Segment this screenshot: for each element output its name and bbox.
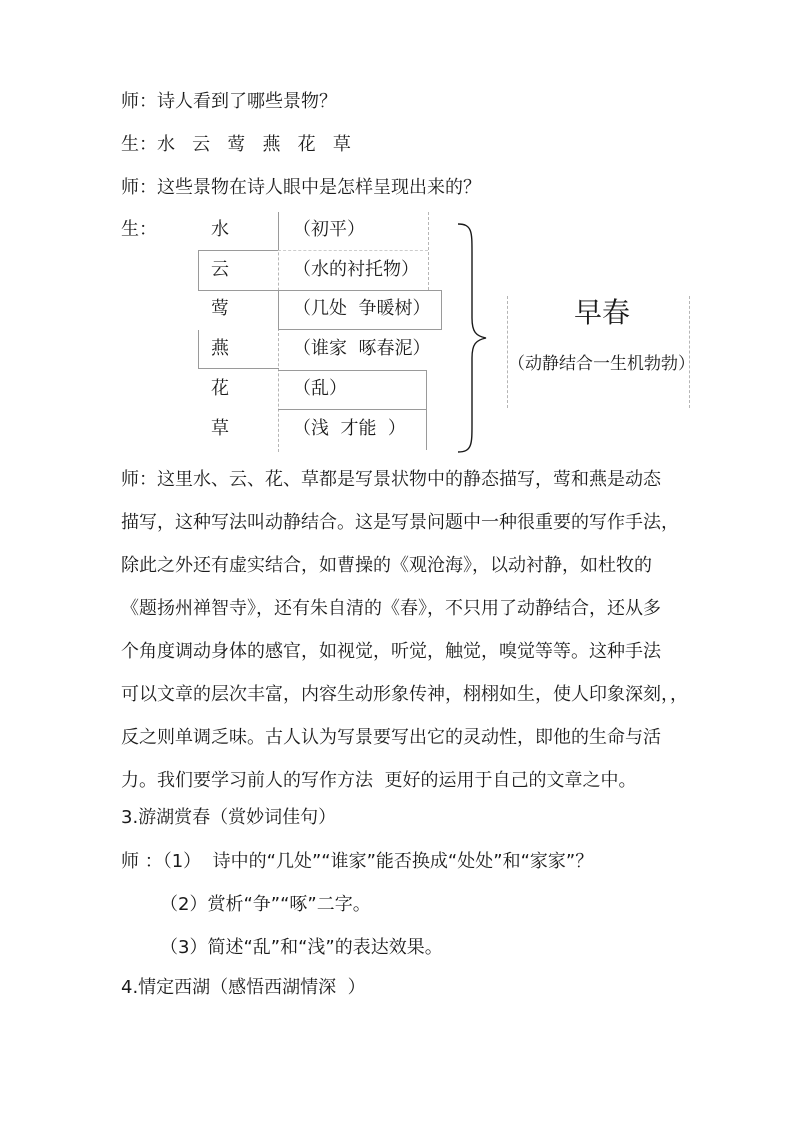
table-row-desc: （水的衬托物） — [293, 259, 419, 280]
paragraph-line: 力。我们要学习前人的写作方法 更好的运用于自己的文章之中。 — [121, 770, 637, 791]
paragraph-line: 除此之外还有虚实结合，如曹操的《观沧海》，以动衬静，如杜牧的 — [121, 555, 652, 576]
paragraph-line: 反之则单调乏味。古人认为写景要写出它的灵动性，即他的生命与活 — [121, 727, 661, 748]
section-3-heading: 3.游湖赏春（赏妙词佳句） — [121, 807, 337, 828]
table-row-item: 草 — [211, 418, 229, 439]
table-row-desc: （浅 才能 ） — [293, 418, 406, 439]
table-row-item: 花 — [211, 378, 229, 399]
summary-title: 早春 — [574, 296, 631, 329]
table-row-desc: （几处 争暖树） — [293, 298, 431, 319]
paragraph-line: 个角度调动身体的感官，如视觉，听觉，触觉，嗅觉等等。这种手法 — [121, 641, 661, 662]
section-4-heading: 4.情定西湖（感悟西湖情深 ） — [121, 977, 366, 998]
table-row-item: 云 — [211, 259, 229, 280]
teacher-question-1: 师：诗人看到了哪些景物？ — [121, 91, 337, 112]
section-3-question-2: （2）赏析“争”“啄”二字。 — [160, 894, 371, 915]
student-answer-1: 生：水 云 莺 燕 花 草 — [121, 134, 351, 155]
section-3-question-1: 师 ：（1） 诗中的“几处”“谁家”能否换成“处处”和“家家”？ — [121, 851, 594, 872]
student-answer-label: 生： — [121, 219, 157, 240]
paragraph-line: 《题扬州禅智寺》，还有朱自清的《春》，不只用了动静结合，还从多 — [121, 598, 661, 619]
summary-subtitle: （动静结合一生机勃勃） — [508, 354, 695, 374]
paragraph-line: 可以文章的层次丰富，内容生动形象传神，栩栩如生，使人印象深刻，， — [121, 684, 688, 705]
table-row-item: 水 — [211, 219, 229, 240]
teacher-question-2: 师：这些景物在诗人眼中是怎样呈现出来的？ — [121, 177, 481, 198]
table-row-desc: （谁家 啄春泥） — [293, 338, 431, 359]
table-row-item: 莺 — [211, 298, 229, 319]
section-3-question-3: （3）简述“乱”和“浅”的表达效果。 — [160, 937, 443, 958]
table-row-desc: （初平） — [293, 219, 365, 240]
paragraph-line: 描写，这种写法叫动静结合。这是写景问题中一种很重要的写作手法， — [121, 512, 679, 533]
table-row-desc: （乱） — [293, 378, 347, 399]
table-row-item: 燕 — [211, 338, 229, 359]
paragraph-line: 师：这里水、云、花、草都是写景状物中的静态描写，莺和燕是动态 — [121, 469, 661, 490]
teacher-explanation — [121, 458, 701, 802]
right-brace-icon — [452, 222, 492, 454]
